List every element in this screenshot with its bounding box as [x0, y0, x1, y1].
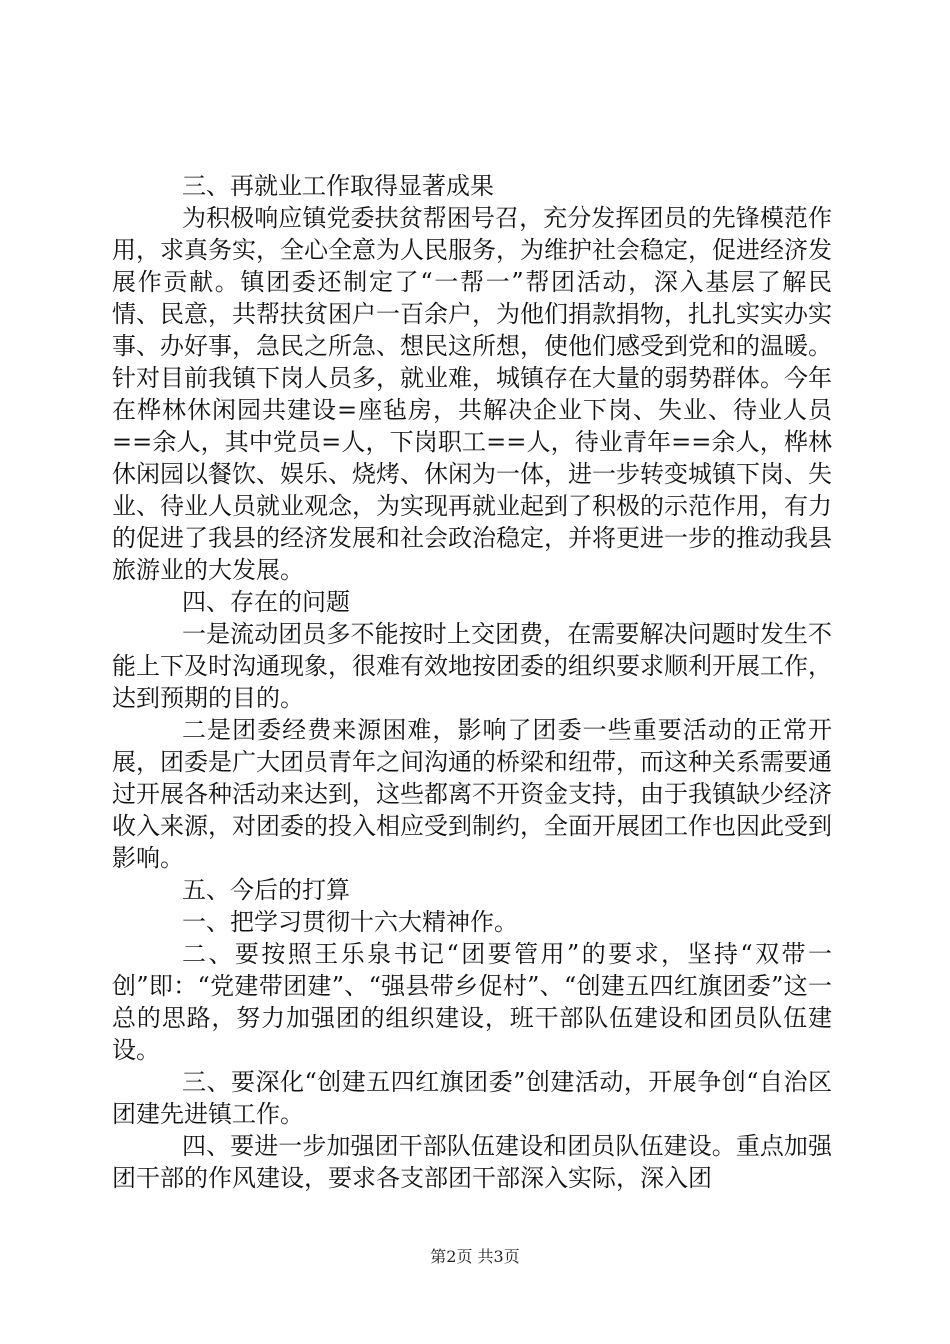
- document-body: [112, 170, 832, 1194]
- section-heading-4: 四、存在的问题: [182, 588, 350, 616]
- section-heading-5: 五、今后的打算: [182, 876, 350, 904]
- paragraph-plan-3: 三、要深化“创建五四红旗团委”创建活动，开展争创“自治区团建先进镇工作。: [112, 1068, 832, 1128]
- paragraph-problem-2: 二是团委经费来源困难，影响了团委一些重要活动的正常开展，团委是广大团员青年之间沟通的桥梁和纽带，而这种关系需要通过开展各种活动来达到，这些都离不开资金支持，由于我镇缺少经济收入来源，对团委的投入相应受到制约，全面开展团工作也因此受到影响。: [112, 716, 832, 872]
- paragraph-problem-1: 一是流动团员多不能按时上交团费，在需要解决问题时发生不能上下及时沟通现象，很难有效地按团委的组织要求顺利开展工作，达到预期的目的。: [112, 620, 832, 712]
- page-number-footer: 第2页 共3页: [430, 1247, 520, 1266]
- section-heading-3: 三、再就业工作取得显著成果: [182, 172, 494, 200]
- paragraph-plan-1: 一、把学习贯彻十六大精神作。: [182, 908, 518, 936]
- paragraph-reemployment: 为积极响应镇党委扶贫帮困号召，充分发挥团员的先锋模范作用，求真务实，全心全意为人民服务，为维护社会稳定，促进经济发展作贡献。镇团委还制定了“一帮一”帮团活动，深入基层了解民情、民意，共帮扶贫困户一百余户，为他们捐款捐物，扎扎实实办实事、办好事，急民之所急、想民这所想，使他们感受到党和的温暖。针对目前我镇下岗人员多，就业难，城镇存在大量的弱势群体。今年在桦林休闲园共建设=座毡房，共解决企业下岗、失业、待业人员==余人，其中党员=人，下岗职工==人，待业青年==余人，桦林休闲园以餐饮、娱乐、烧烤、休闲为一体，进一步转变城镇下岗、失业、待业人员就业观念，为实现再就业起到了积极的示范作用，有力的促进了我县的经济发展和社会政治稳定，并将更进一步的推动我县旅游业的大发展。: [112, 204, 832, 584]
- paragraph-plan-2: 二、要按照王乐泉书记“团要管用”的要求，坚持“双带一创”即：“党建带团建”、“强县带乡促村”、“创建五四红旗团委”这一总的思路，努力加强团的组织建设，班干部队伍建设和团员队伍建设。: [112, 940, 832, 1064]
- paragraph-plan-4: 四、要进一步加强团干部队伍建设和团员队伍建设。重点加强团干部的作风建设，要求各支部团干部深入实际，深入团: [112, 1132, 832, 1192]
